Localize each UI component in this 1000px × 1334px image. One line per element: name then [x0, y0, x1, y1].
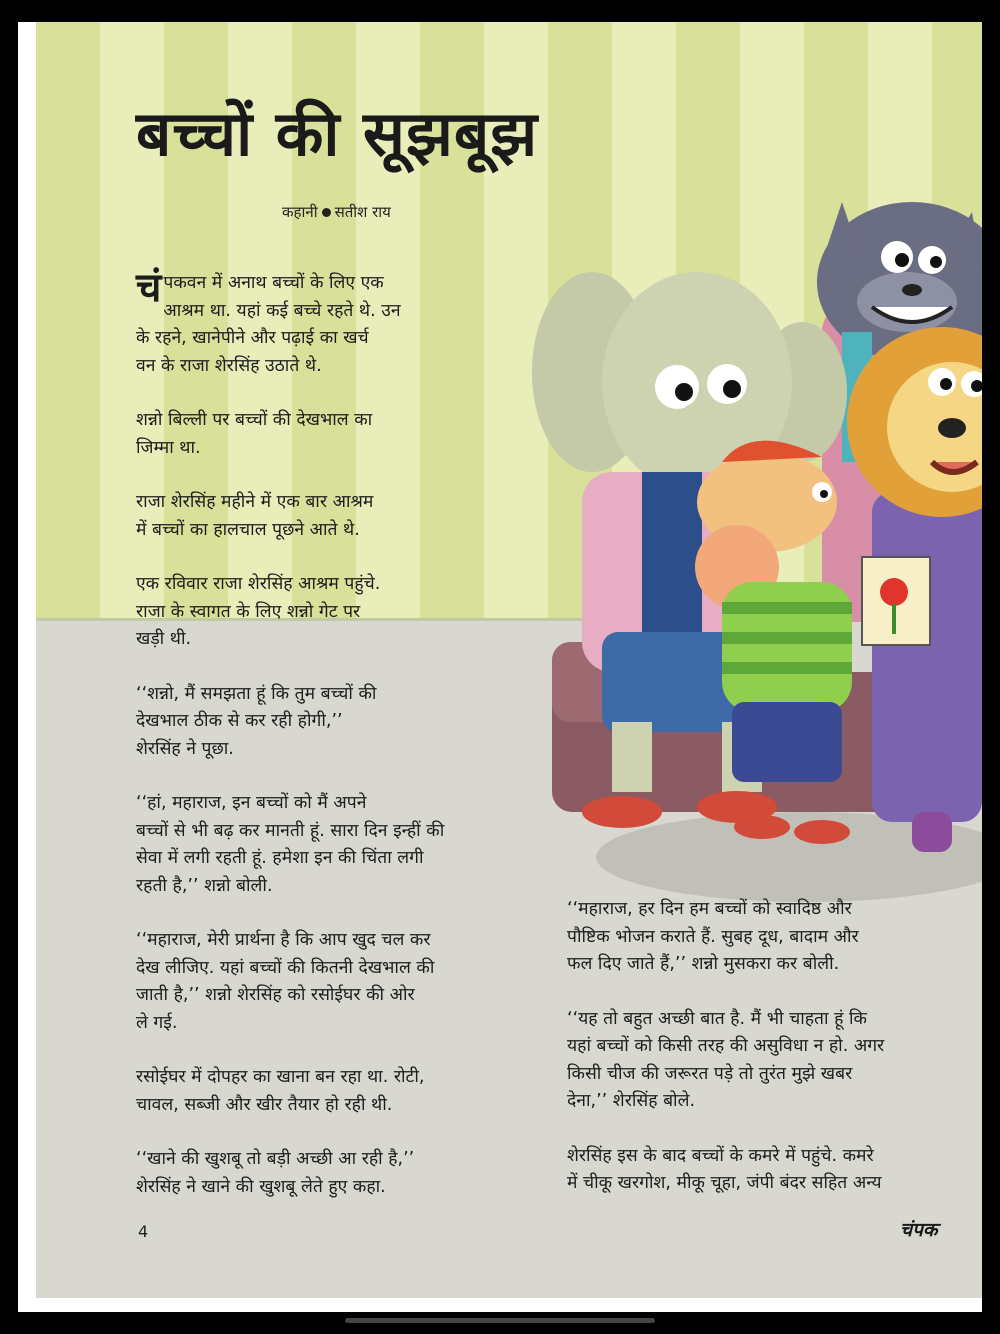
- story-title: बच्चों की सूझबूझ: [136, 97, 539, 170]
- text-column-right: [567, 896, 967, 1225]
- paragraph: एक रविवार राजा शेरसिंह आश्रम पहुंचे. राजा के स्वागत के लिए शन्नो गेट पर खड़ी थी.: [136, 574, 381, 649]
- paragraph: चंपकवन में अनाथ बच्चों के लिए एक आश्रम था. यहां कई बच्चे रहते थे. उन के रहने, खानेपीने और पढ़ाई का खर्च वन के राजा शेरसिंह उठाते थे.: [136, 265, 401, 376]
- paragraph: शेरसिंह इस के बाद बच्चों के कमरे में पहुंचे. कमरे में चीकू खरगोश, मीकू चूहा, जंपी बंदर सहित अन्य: [567, 1145, 882, 1193]
- paragraph: ‘‘महाराज, हर दिन हम बच्चों को स्वादिष्ठ और पौष्टिक भोजन कराते हैं. सुबह दूध, बादाम और फल दिए जाते हैं,’’ शन्नो मुसकरा कर बोली.: [567, 899, 859, 974]
- flower-card-illustration: [862, 557, 930, 645]
- page-number: 4: [138, 1222, 149, 1241]
- paragraph: शन्नो बिल्ली पर बच्चों की देखभाल का जिम्मा था.: [136, 410, 373, 458]
- paragraph: ‘‘यह तो बहुत अच्छी बात है. मैं भी चाहता हूं कि यहां बच्चों को किसी तरह की असुविधा न हो. अगर किसी चीज की जरूरत पड़े तो तुरंत मुझे खबर देना,’’ शेरसिंह बोले.: [567, 1008, 885, 1111]
- paragraph: राजा शेरसिंह महीने में एक बार आश्रम में बच्चों का हालचाल पूछने आते थे.: [136, 492, 374, 540]
- bullet-icon: [322, 208, 331, 217]
- home-indicator[interactable]: [345, 1318, 655, 1323]
- text-column-left: [136, 265, 516, 1228]
- byline: [282, 202, 391, 222]
- byline-author: सतीश राय: [334, 203, 391, 221]
- magazine-page: [36, 22, 982, 1298]
- dropcap: चं: [136, 265, 162, 311]
- byline-type: कहानी: [282, 203, 318, 221]
- ipad-screen: [18, 22, 982, 1312]
- paragraph: ‘‘शन्नो, मैं समझता हूं कि तुम बच्चों की देखभाल ठीक से कर रही होगी,’’ शेरसिंह ने पूछा.: [136, 683, 377, 759]
- paragraph: ‘‘खाने की खुशबू तो बड़ी अच्छी आ रही है,’’ शेरसिंह ने खाने की खुशबू लेते हुए कहा.: [136, 1149, 415, 1197]
- characters-illustration: [522, 172, 982, 872]
- paragraph: ‘‘महाराज, मेरी प्रार्थना है कि आप खुद चल कर देख लीजिए. यहां बच्चों की कितनी देखभाल की जाती है,’’ शन्नो शेरसिंह को रसोईघर की ओर ले गई.: [136, 930, 435, 1033]
- paragraph: ‘‘हां, महाराज, इन बच्चों को मैं अपने बच्चों से भी बढ़ कर मानती हूं. सारा दिन इन्हीं की सेवा में लगी रहती हूं. हमेशा इन की चिंता लगी रहती है,’’ शन्नो बोली.: [136, 793, 445, 896]
- champak-logo: चंपक: [900, 1219, 938, 1241]
- paragraph: रसोईघर में दोपहर का खाना बन रहा था. रोटी, चावल, सब्जी और खीर तैयार हो रही थी.: [136, 1067, 425, 1115]
